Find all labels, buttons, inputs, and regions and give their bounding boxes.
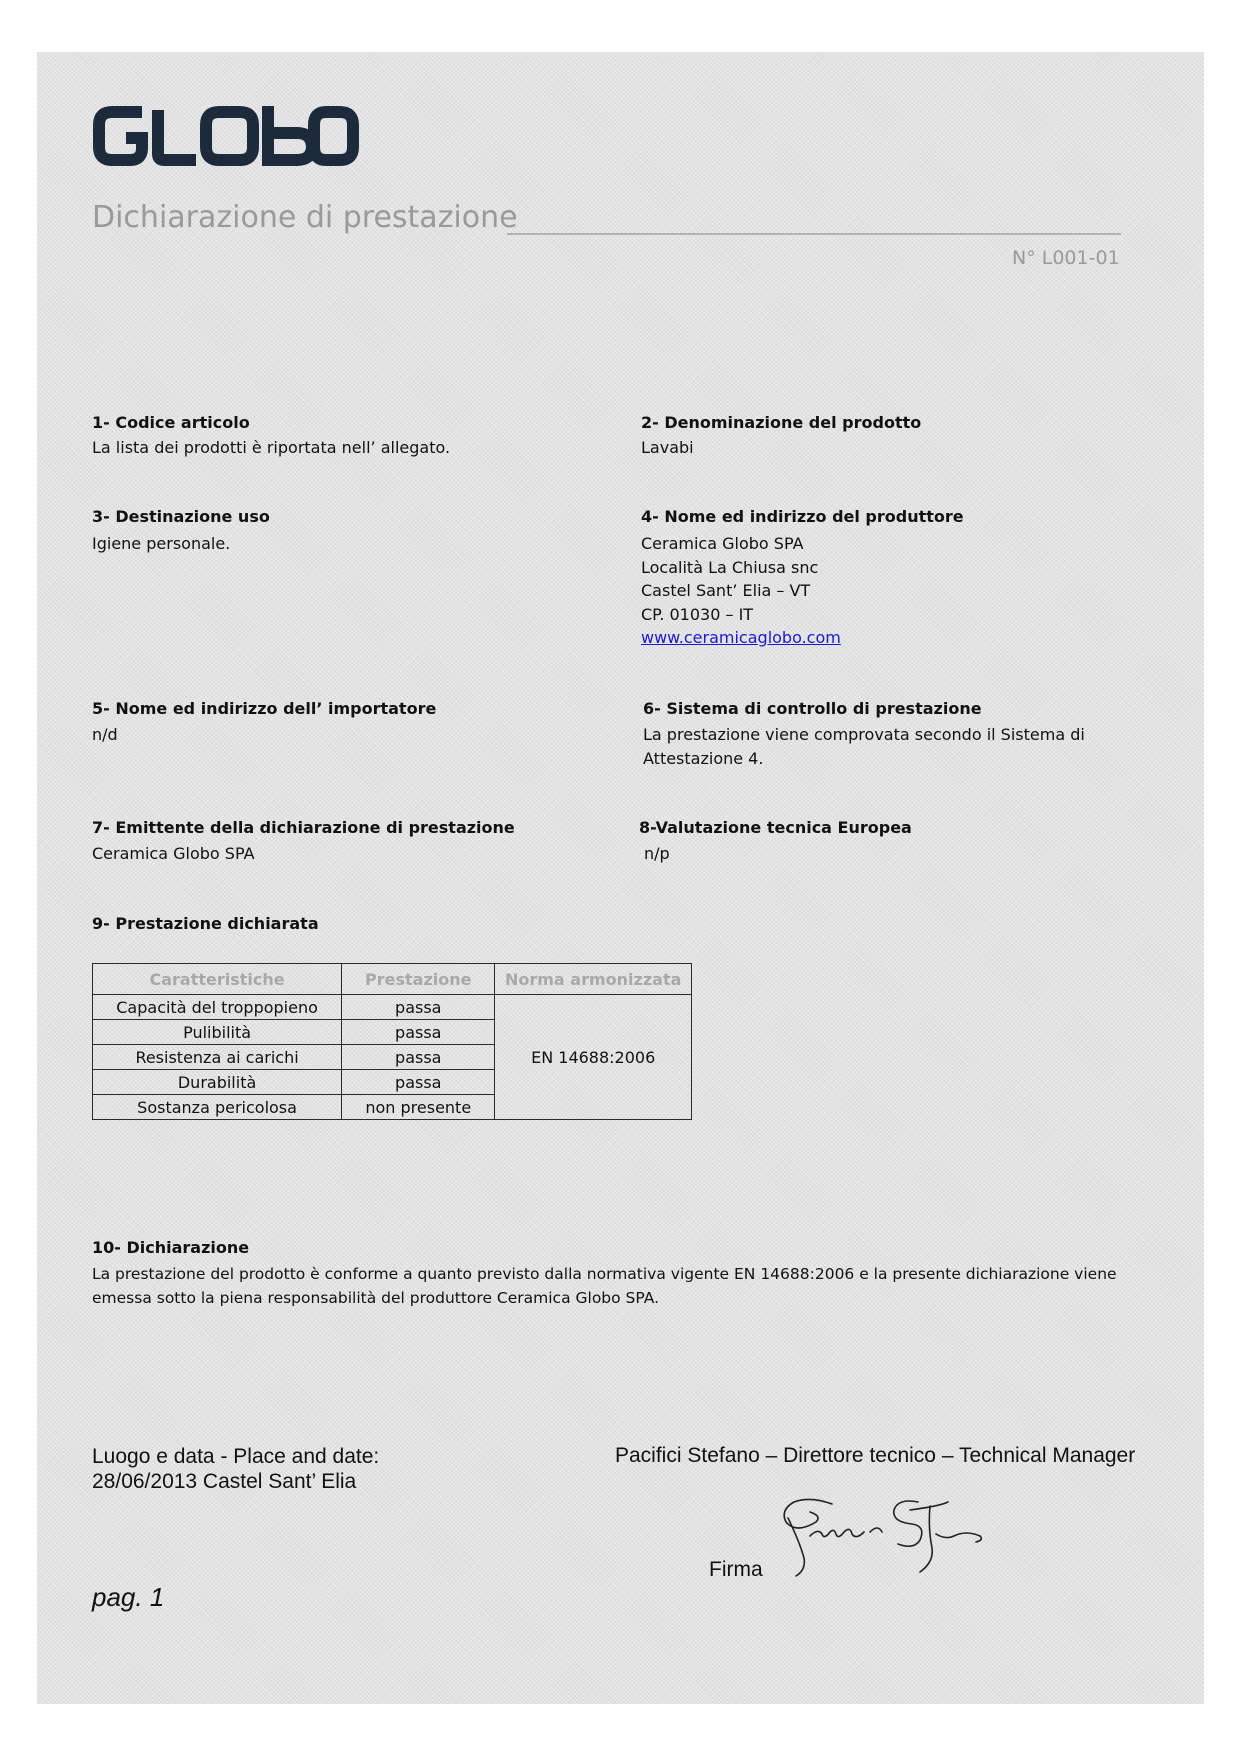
place-value: 28/06/2013 Castel Sant’ Elia [92,1470,357,1493]
section-6-line-2: Attestazione 4. [643,748,764,768]
feature-cell: Sostanza pericolosa [93,1095,342,1120]
result-cell: non presente [342,1095,495,1120]
producer-website-link[interactable]: www.ceramicaglobo.com [641,628,841,647]
section-10-title: 10- Dichiarazione [92,1238,250,1257]
standard-cell: EN 14688:2006 [495,995,692,1120]
signature [770,1488,990,1578]
result-cell: passa [342,1070,495,1095]
section-8-text: n/p [644,844,670,863]
declaration-line-2: emessa sotto la piena responsabilità del produttore Ceramica Globo SPA. [92,1288,659,1307]
section-5-title: 5- Nome ed indirizzo dell’ importatore [92,699,437,718]
column-header-performance: Prestazione [342,964,495,995]
producer-city: Castel Sant’ Elia – VT [641,581,811,600]
table-row [93,995,692,1020]
column-header-standard: Norma armonizzata [495,964,692,995]
section-2-title: 2- Denominazione del prodotto [641,413,922,432]
section-2-text: Lavabi [641,438,694,457]
section-9-title: 9- Prestazione dichiarata [92,914,319,933]
declaration-line-1: La prestazione del prodotto è conforme a quanto previsto dalla normativa vigente EN 14688:2006 e la presente dichiarazione viene [92,1265,1117,1283]
producer-locality: Località La Chiusa snc [641,557,819,577]
section-1-text: La lista dei prodotti è riportata nell’ allegato. [92,438,451,457]
result-cell: passa [342,995,495,1020]
producer-name: Ceramica Globo SPA [641,534,804,553]
performance-table [92,963,692,1120]
result-cell: passa [342,1020,495,1045]
section-8-title: 8-Valutazione tecnica Europea [639,818,912,837]
column-header-features: Caratteristiche [93,964,342,995]
page-number: pag. 1 [92,1582,165,1612]
producer-address [641,532,841,650]
feature-cell: Capacità del troppopieno [93,995,342,1020]
section-3-text: Igiene personale. [92,534,231,553]
section-7-title: 7- Emittente della dichiarazione di prestazione [92,818,515,837]
signer-name: Pacifici Stefano – Direttore tecnico – Technical Manager [615,1444,1136,1467]
place-and-date [92,1444,379,1494]
section-6-line-1: La prestazione viene comprovata secondo il Sistema di [643,725,1085,744]
producer-postcode: CP. 01030 – IT [641,604,754,624]
section-7-text: Ceramica Globo SPA [92,844,255,863]
globo-logo [92,100,362,172]
section-5-text: n/d [92,725,118,744]
table-header-row [93,964,692,995]
section-4-title: 4- Nome ed indirizzo del produttore [641,507,964,526]
document-title: Dichiarazione di prestazione [92,200,518,235]
declaration-text [92,1263,1192,1310]
result-cell: passa [342,1045,495,1070]
section-1-title: 1- Codice articolo [92,413,250,432]
feature-cell: Resistenza ai carichi [93,1045,342,1070]
section-3-title: 3- Destinazione uso [92,507,270,526]
section-6-text [643,723,1085,770]
place-label: Luogo e data - Place and date: [92,1445,380,1468]
section-6-title: 6- Sistema di controllo di prestazione [643,699,982,718]
feature-cell: Pulibilità [93,1020,342,1045]
title-rule [507,233,1121,235]
feature-cell: Durabilità [93,1070,342,1095]
document-number: N° L001-01 [1012,247,1120,269]
signature-label: Firma [709,1558,763,1581]
